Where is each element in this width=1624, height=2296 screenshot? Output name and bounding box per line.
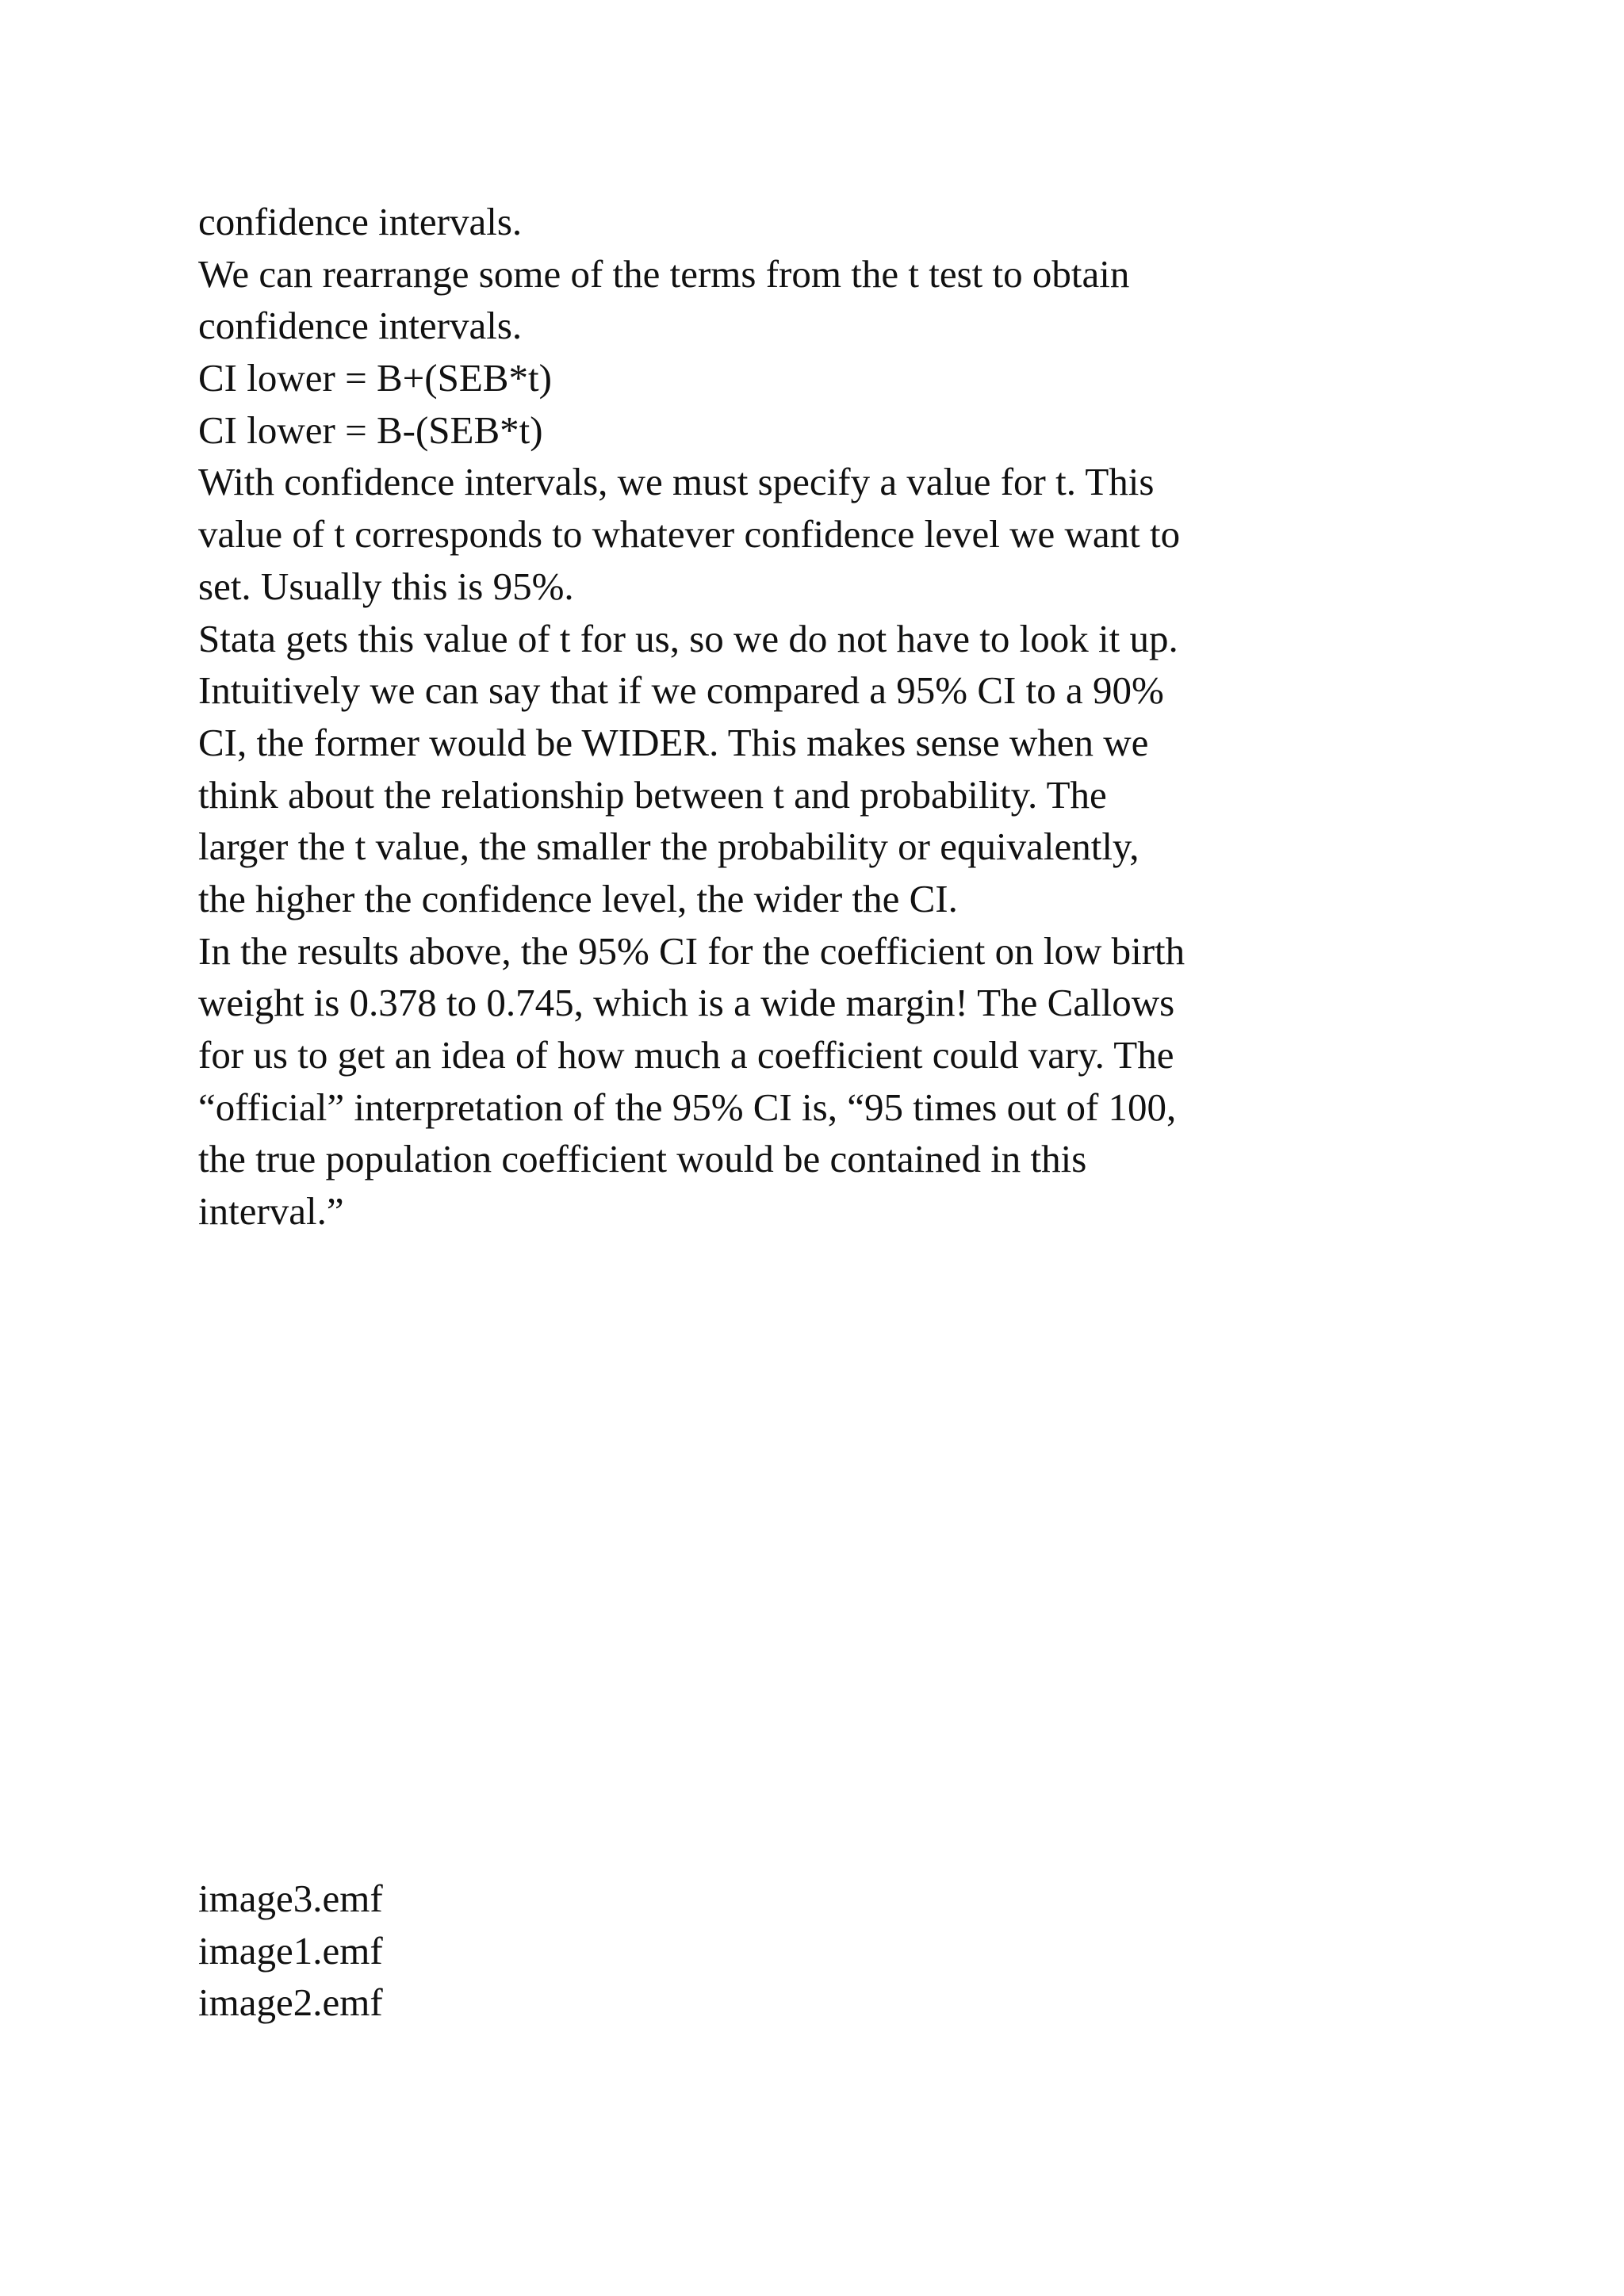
attachment-filename: image1.emf <box>198 1928 383 1973</box>
text-line: confidence intervals. <box>198 304 523 348</box>
text-line: for us to get an idea of how much a coefficient could vary. The <box>198 1033 1174 1077</box>
text-line: weight is 0.378 to 0.745, which is a wide margin! The Callows <box>198 981 1175 1025</box>
text-line: larger the t value, the smaller the probability or equivalently, <box>198 825 1139 869</box>
text-line: the true population coefficient would be contained in this <box>198 1137 1087 1181</box>
text-line: confidence intervals. <box>198 200 523 243</box>
text-line: With confidence intervals, we must specify a value for t. This <box>198 460 1155 504</box>
text-line: CI, the former would be WIDER. This makes sense when we <box>198 720 1149 764</box>
text-line: Intuitively we can say that if we compared a 95% CI to a 90% <box>198 668 1164 713</box>
text-line: interval.” <box>198 1189 344 1234</box>
text-line: the higher the confidence level, the wider the CI. <box>198 876 958 920</box>
text-line: Stata gets this value of t for us, so we do not have to look it up. <box>198 616 1178 660</box>
attachment-filename: image2.emf <box>198 1980 383 2025</box>
body-text <box>198 196 1483 1238</box>
text-line: “official” interpretation of the 95% CI is, “95 times out of 100, <box>198 1085 1177 1129</box>
text-line: set. Usually this is 95%. <box>198 564 574 608</box>
text-line: In the results above, the 95% CI for the coefficient on low birth <box>198 928 1185 973</box>
text-line: value of t corresponds to whatever confidence level we want to <box>198 512 1181 557</box>
text-line: We can rearrange some of the terms from the t test to obtain <box>198 251 1130 296</box>
text-line: think about the relationship between t and probability. The <box>198 772 1107 817</box>
text-line: CI lower = B-(SEB*t) <box>198 408 543 452</box>
attachment-list <box>198 1873 1483 2029</box>
attachment-filename: image3.emf <box>198 1877 383 1920</box>
text-line: CI lower = B+(SEB*t) <box>198 356 552 400</box>
